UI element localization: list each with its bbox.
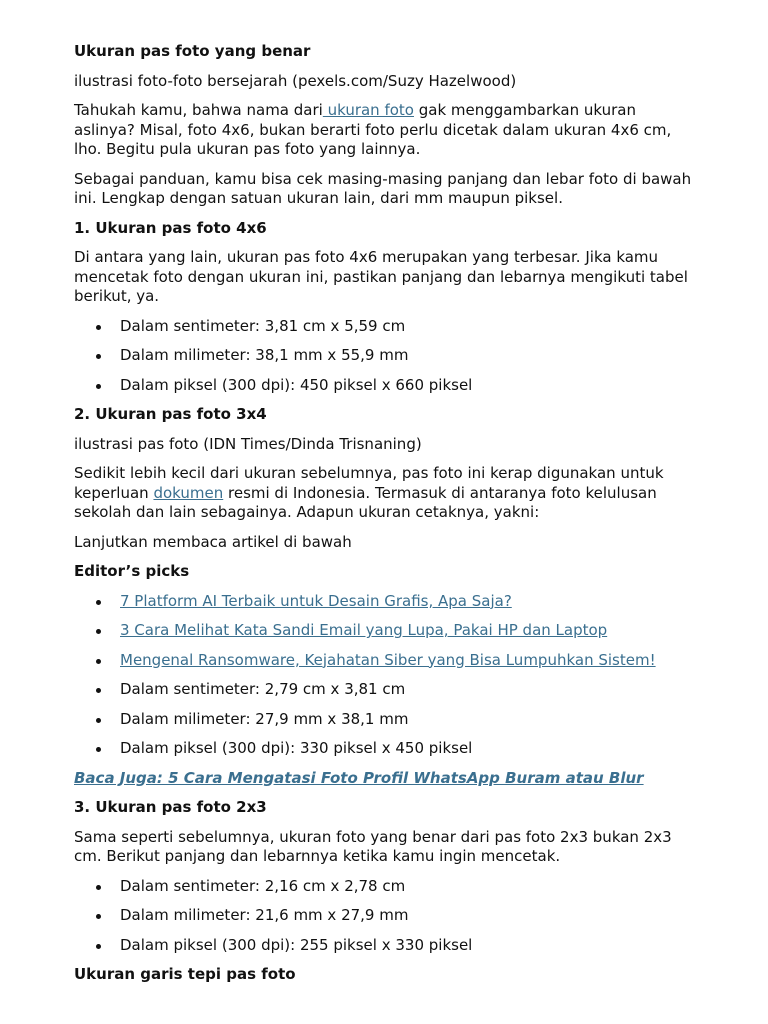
guide-paragraph: Sebagai panduan, kamu bisa cek masing-masing panjang dan lebar foto di bawah ini. Lengkap dengan satuan ukuran lain, dari mm maupun piksel. — [74, 169, 692, 207]
editors-pick-link-1[interactable]: 7 Platform AI Terbaik untuk Desain Grafis, Apa Saja? — [120, 591, 512, 610]
list-item: Dalam sentimeter: 2,16 cm x 2,78 cm — [74, 877, 694, 897]
size-list-4x6 — [74, 317, 694, 396]
list-item: Dalam piksel (300 dpi): 450 piksel x 660 piksel — [74, 376, 694, 396]
baca-juga — [74, 769, 694, 789]
list-item: Dalam sentimeter: 2,79 cm x 3,81 cm — [74, 680, 694, 700]
list-item — [74, 651, 694, 671]
section-text-before: Sedikit lebih kecil dari ukuran sebelumnya, pas foto ini kerap digunakan untuk keperluan — [74, 464, 664, 502]
article-title: Ukuran pas foto yang benar — [74, 42, 311, 60]
editors-pick-link-3[interactable]: Mengenal Ransomware, Kejahatan Siber yang Bisa Lumpuhkan Sistem! — [120, 650, 656, 669]
intro-text-after: gak menggambarkan ukuran aslinya? Misal, foto 4x6, bukan berarti foto perlu dicetak dalam ukuran 4x6 cm, lho. Begitu pula ukuran pas foto yang lainnya. — [74, 101, 672, 158]
list-item: Dalam piksel (300 dpi): 255 piksel x 330 piksel — [74, 936, 694, 956]
section-text-2x3: Sama seperti sebelumnya, ukuran foto yang benar dari pas foto 2x3 bukan 2x3 cm. Berikut panjang dan lebarnnya ketika kamu ingin mencetak. — [74, 827, 672, 865]
list-item: Dalam piksel (300 dpi): 330 piksel x 450 piksel — [74, 739, 694, 759]
image-caption: ilustrasi foto-foto bersejarah (pexels.com/Suzy Hazelwood) — [74, 71, 517, 90]
intro-text-before: Tahukah kamu, bahwa nama dari — [74, 101, 323, 119]
editors-picks-heading: Editor’s picks — [74, 562, 190, 580]
continue-reading-text: Lanjutkan membaca artikel di bawah — [74, 532, 352, 551]
editors-pick-link-2[interactable]: 3 Cara Melihat Kata Sandi Email yang Lupa, Pakai HP dan Laptop — [120, 621, 608, 639]
list-item: Dalam milimeter: 27,9 mm x 38,1 mm — [74, 710, 694, 730]
section-heading-3x4: 2. Ukuran pas foto 3x4 — [74, 405, 267, 423]
section-text-4x6: Di antara yang lain, ukuran pas foto 4x6 merupakan yang terbesar. Jika kamu mencetak foto dengan ukuran ini, pastikan panjang dan lebarnya mengikuti tabel berikut, ya. — [74, 248, 688, 305]
baca-juga-link[interactable]: Baca Juga: 5 Cara Mengatasi Foto Profil WhatsApp Buram atau Blur — [74, 768, 644, 787]
editors-picks-list — [74, 592, 694, 759]
list-item: Dalam sentimeter: 3,81 cm x 5,59 cm — [74, 317, 694, 337]
list-item: Dalam milimeter: 38,1 mm x 55,9 mm — [74, 346, 694, 366]
list-item: Dalam milimeter: 21,6 mm x 27,9 mm — [74, 906, 694, 926]
section-heading-2x3: 3. Ukuran pas foto 2x3 — [74, 798, 267, 816]
section-text-after: resmi di Indonesia. Termasuk di antaranya foto kelulusan sekolah dan lain sebagainya. Adapun ukuran cetaknya, yakni: — [74, 483, 657, 521]
section-heading-4x6: 1. Ukuran pas foto 4x6 — [74, 218, 267, 237]
list-item — [74, 621, 694, 641]
dokumen-link[interactable]: dokumen — [153, 483, 224, 502]
size-list-2x3 — [74, 877, 694, 956]
image-caption: ilustrasi pas foto (IDN Times/Dinda Trisnaning) — [74, 434, 422, 453]
intro-paragraph — [74, 101, 694, 160]
section-text-3x4 — [74, 464, 694, 523]
section-heading-garis-tepi: Ukuran garis tepi pas foto — [74, 965, 296, 983]
list-item — [74, 592, 694, 612]
ukuran-foto-link[interactable]: ukuran foto — [322, 101, 414, 119]
